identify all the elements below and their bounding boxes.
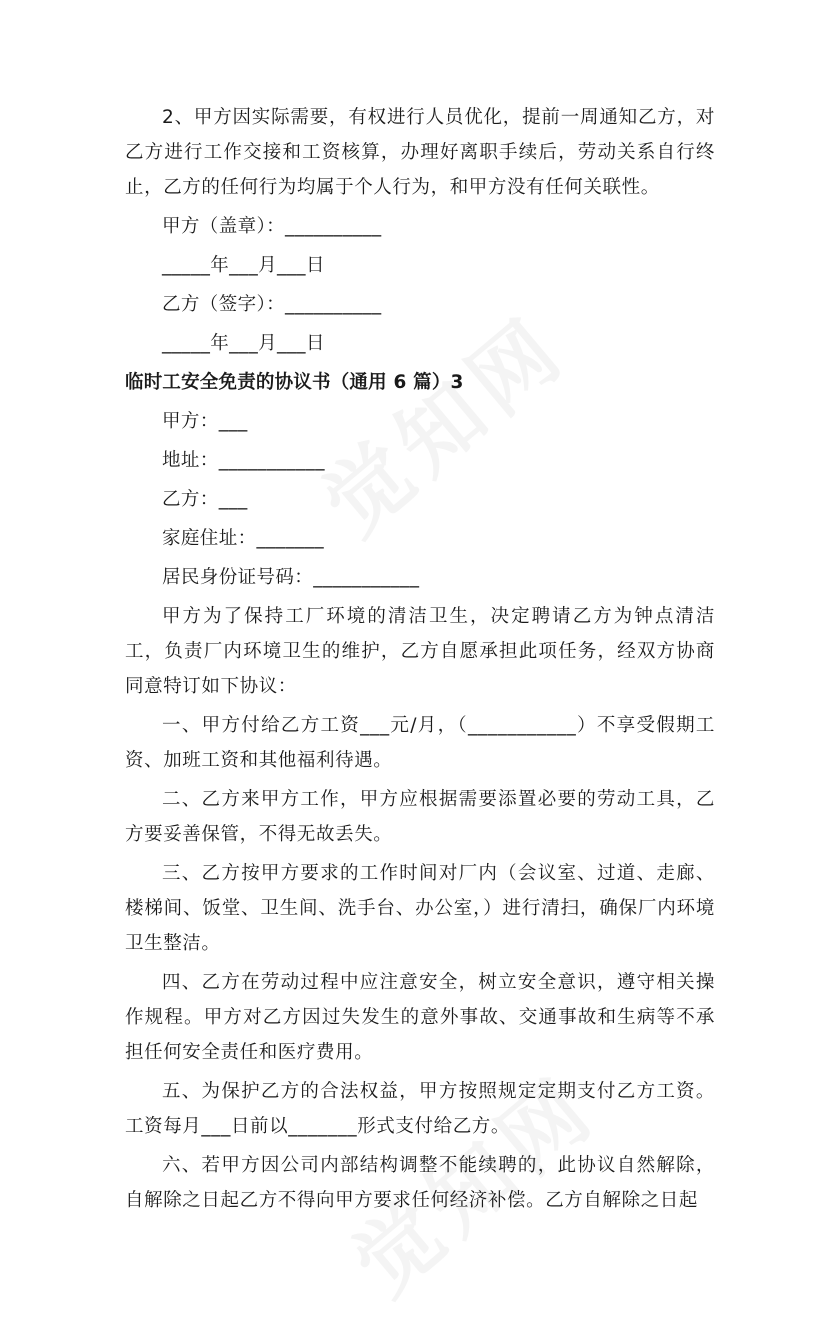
party-a-field: 甲方：___	[162, 411, 248, 432]
document-body	[125, 100, 715, 1222]
party-b-date-line: _____年___月___日	[162, 333, 325, 354]
clause-2: 二、乙方来甲方工作，甲方应根据需要添置必要的劳动工具，乙方要妥善保管，不得无故丢失。	[125, 789, 715, 845]
party-a-date-line: _____年___月___日	[162, 255, 325, 276]
home-address-field: 家庭住址：_______	[162, 528, 325, 549]
party-b-signature-line: 乙方（签字）：__________	[162, 294, 382, 315]
id-number-field: 居民身份证号码：___________	[162, 567, 420, 588]
clause-5: 五、为保护乙方的合法权益，甲方按照规定定期支付乙方工资。工资每月___日前以_______形式支付给乙方。	[125, 1081, 715, 1137]
party-b-field: 乙方：___	[162, 489, 248, 510]
clause-3: 三、乙方按甲方要求的工作时间对厂内（会议室、过道、走廊、楼梯间、饭堂、卫生间、洗手台、办公室，）进行清扫，确保厂内环境卫生整洁。	[125, 863, 715, 954]
party-a-seal-line: 甲方（盖章）：__________	[162, 216, 382, 237]
paragraph-1: 2、甲方因实际需要，有权进行人员优化，提前一周通知乙方，对乙方进行工作交接和工资核算，办理好离职手续后，劳动关系自行终止，乙方的任何行为均属于个人行为，和甲方没有任何关联性。	[125, 107, 715, 198]
clause-6: 六、若甲方因公司内部结构调整不能续聘的，此协议自然解除，自解除之日起乙方不得向甲方要求任何经济补偿。乙方自解除之日起	[125, 1155, 715, 1211]
section-heading: 临时工安全免责的协议书（通用 6 篇）3	[125, 372, 464, 393]
intro-paragraph: 甲方为了保持工厂环境的清洁卫生，决定聘请乙方为钟点清洁工，负责厂内环境卫生的维护，乙方自愿承担此项任务，经双方协商同意特订如下协议：	[125, 606, 715, 697]
address-field: 地址：___________	[162, 450, 325, 471]
clause-1: 一、甲方付给乙方工资___元/月，（___________）不享受假期工资、加班工资和其他福利待遇。	[125, 715, 715, 771]
clause-4: 四、乙方在劳动过程中应注意安全，树立安全意识，遵守相关操作规程。甲方对乙方因过失发生的意外事故、交通事故和生病等不承担任何安全责任和医疗费用。	[125, 972, 715, 1063]
